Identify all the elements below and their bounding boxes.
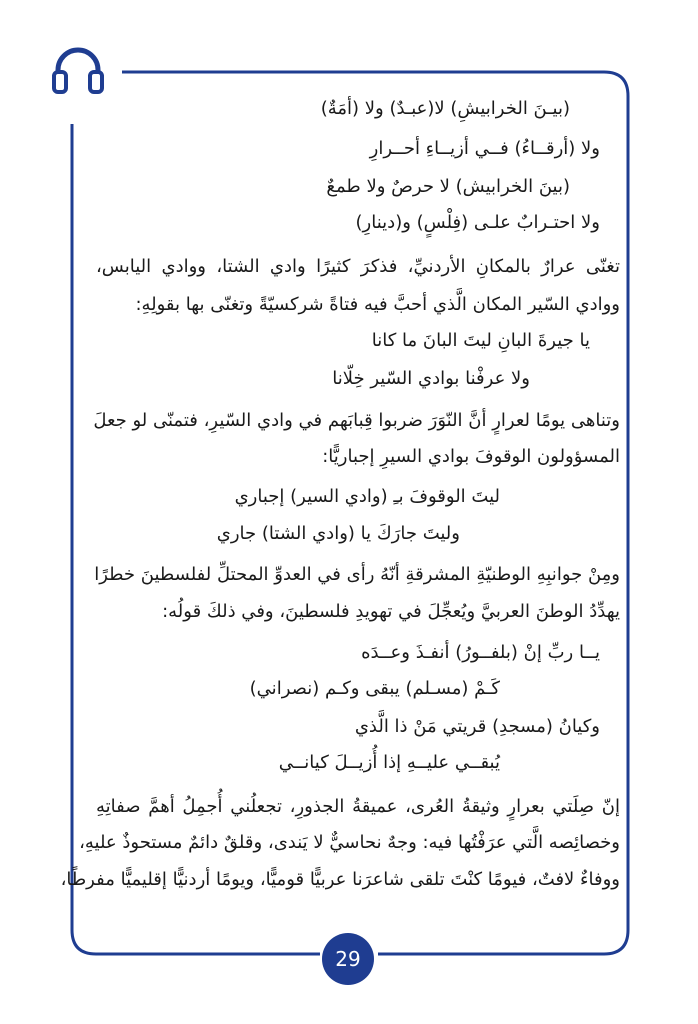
verse-line: ولا عرفْنا بوادي السّير خِلّانا [332,368,530,389]
paragraph-line: تغنّى عرارٌ بالمكانِ الأردنيِّ، فذكرَ كثيرًا وادي الشتا، ووادي اليابس، [96,256,620,277]
verse-line: كَـمْ (مسـلم) يبقى وكـم (نصراني) [249,678,500,699]
verse-line: (بينَ الخرابيش) لا حرصٌ ولا طمعٌ [326,176,570,197]
paragraph-line: وخصائِصه الَّتي عرَفْتُها فيه: وجهٌ نحاسيٌّ لا يَندى، وقلقٌ دائمٌ مستحوذٌ عليهِ، [79,832,620,853]
verse-line: (بيـنَ الخرابيشِ) لا(عبـدٌ) ولا (أمَةٌ) [320,98,570,119]
verse-line: وليتَ جارَكَ يا (وادي الشتا) جاري [216,523,460,544]
verse-line: ليتَ الوقوفَ بـِ (وادي السير) إجباري [234,486,500,507]
paragraph-line: إنّ صِلَتي بعرارٍ وثيقةُ العُرى، عميقةُ الجذورِ، تجعلُني أُجمِلُ أهمَّ صفاتِهِ [96,796,620,817]
page-number-badge: 29 [322,933,374,985]
paragraph-line: ووادي السّير المكان الَّذي أحبَّ فيه فتاةً شركسيّةً وتغنّى بها بقولِهِ: [135,294,620,315]
paragraph-line: المسؤولون الوقوفَ بوادي السيرِ إجباريًّا: [322,446,620,467]
paragraph-line: يهدِّدُ الوطنَ العربيَّ ويُعجِّلَ في تهويدِ فلسطينَ، وفي ذلكَ قولُه: [162,601,620,622]
paragraph-line: ومِنْ جوانبِهِ الوطنيّةِ المشرقةِ أنّهُ رأى في العدوِّ المحتلِّ لفلسطينَ خطرًا [94,564,620,585]
headphones-icon [50,44,106,96]
verse-line: يــا ربِّ إنْ (بلفــورُ) أنفـذَ وعــدَه [361,642,600,663]
paragraph-line: ووفاءٌ لافتٌ، فيومًا كنْتَ تلقى شاعرَنا عربيًّا قوميًّا، ويومًا أردنيًّا إقليميًّا مفرطًا، [60,869,620,890]
verse-line: يا جيرةَ البانِ ليتَ البانَ ما كانا [371,330,590,351]
verse-line: ولا (أرقــاءُ) فــي أزيــاءِ أحــرارِ [369,138,600,159]
verse-line: وكيانُ (مسجدِ) قريتي مَنْ ذا الَّذي [354,716,600,737]
verse-line: ولا احتـرابٌ علـى (فِلْسٍ) و(دينارِ) [355,212,600,233]
paragraph-line: وتناهى يومًا لعرارٍ أنَّ النّوَرَ ضربوا قِبابَهم في وادي السّيرِ، فتمنّى لو جعلَ [93,410,620,431]
verse-line: يُبقــي عليــهِ إذا أُزيــلَ كيانــي [278,752,500,773]
